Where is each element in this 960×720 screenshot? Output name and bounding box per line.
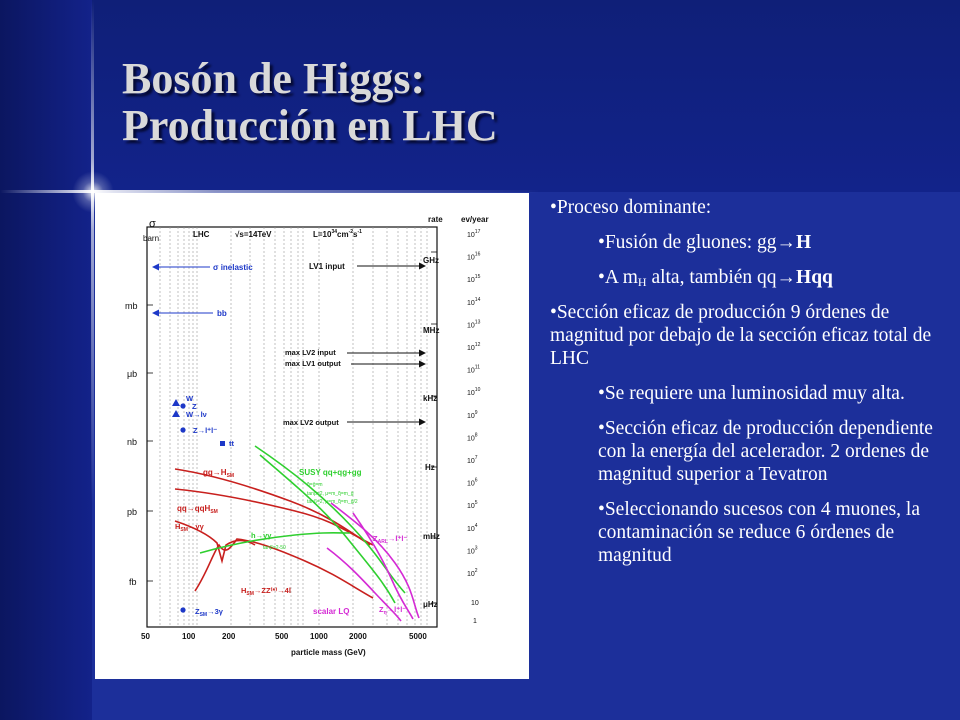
z-marker [180,403,185,408]
lhc-label: LHC [193,230,210,239]
events-tick-13: $10^{13}$ [467,319,481,330]
tick-ub: μb [127,369,138,379]
susy-label: SUSY qq+qg+gg [299,468,362,477]
events-per-year-axis [467,229,481,578]
events-tick-16: $10^{16}$ [467,251,481,262]
events-tick-14: $10^{14}$ [467,296,481,307]
rate-uhz: μHz [423,600,438,609]
x-tick-1000: 1000 [310,632,328,641]
z-eta-label: $Z_\eta\to l^+l^-$ [379,605,407,616]
z-3gamma-label: $Z_{SM}\to 3\gamma$ [195,607,223,618]
cross-section-figure [95,193,529,679]
tanb-label: tanβ=2-50 [263,545,286,551]
tick-pb: pb [127,507,138,517]
x-tick-5000: 5000 [409,632,427,641]
bullet-energia-acelerador: •Sección eficaz de producción dependiente con la energía del acelerador. 2 ordenes de magnitud superior a Tevatron [598,418,933,485]
barn-label: barn [143,234,160,243]
z-eta-curve [353,513,413,619]
h-gamgam-susy-label: h→γγ [251,531,272,540]
sigma-label: σ [149,218,156,230]
gg-h-label: $gg\to H_{SM}$ [203,468,235,479]
w-label: W [186,394,194,403]
qq-qqh-label: qq→qqH$_{SM}$ [177,504,218,515]
slide-title-line2: Producción en LHC [122,101,498,150]
max-lv1-output-label: max LV1 output [285,359,341,368]
events-1: 1 [473,618,477,625]
bb-label: bb [217,309,227,318]
rate-hz: Hz [425,463,435,472]
lens-flare-vertical [91,0,94,720]
ev-year-label: ev/year [461,215,489,224]
cross-section-plot [95,193,529,679]
scalar-lq-label: scalar LQ [313,607,350,616]
rate-ghz: GHz [423,256,439,265]
y-ticks [147,252,440,603]
events-10: 10 [471,600,479,607]
rate-label: rate [428,215,443,224]
z-arl-curve [331,503,419,618]
x-tick-50: 50 [141,632,150,641]
luminosity-label: $L=10^{34}cm^{-2}s^{-1}$ [313,229,362,239]
susy-sub2: tanβ=2, μ=m_q̃=m_ĝ [307,491,354,497]
bullet-cuatro-muones: •Seleccionando sucesos con 4 muones, la contaminación se reduce 6 órdenes de magnitud [598,499,920,566]
max-lv2-input-label: max LV2 input [285,348,336,357]
events-tick-2: $10^2$ [467,568,478,578]
events-tick-3: $10^3$ [467,545,478,556]
slide-title [122,55,498,149]
tick-fb: fb [129,577,137,587]
h-gamgam-label: $H_{SM}\to\gamma\gamma$ [175,522,204,533]
events-tick-5: $10^5$ [467,500,478,511]
zll-marker [180,427,185,432]
bullet-list [550,196,960,579]
z-label: Z [192,402,197,411]
wlnu-label: W→lν [186,410,207,419]
wlnu-marker [172,410,180,417]
x-tick-100: 100 [182,632,196,641]
hzz-4l-label: $H_{SM}\to ZZ^(*^)\to 4l$ [241,586,291,597]
max-lv2-output-label: max LV2 output [283,418,339,427]
bullet-seccion-eficaz: •Sección eficaz de producción 9 órdenes de magnitud por debajo de la sección eficaz total de LHC [550,302,932,369]
bullet-proceso-dominante: •Proceso dominante: [550,197,712,218]
rate-mhz: MHz [423,326,440,335]
bullet-luminosidad: •Se requiere una luminosidad muy alta. [598,383,905,404]
bullet-fusion-gluones: •Fusión de gluones: gg→H [598,232,812,253]
events-tick-11: $10^{11}$ [467,364,480,375]
susy-sub3: tanβ=2, μ=m_q̃=m_ĝ/2 [307,499,358,505]
rate-mhz-milli: mHz [423,532,440,541]
events-tick-9: $10^9$ [467,409,478,420]
susy-sub1: q̃=ĝ=m [307,482,323,488]
x-tick-200: 200 [222,632,236,641]
slide-title-line1: Bosón de Higgs: [122,54,426,103]
x-tick-2000: 2000 [349,632,367,641]
events-tick-6: $10^6$ [467,477,478,488]
tick-mb: mb [125,301,138,311]
bullet-mh-alta: •A $m_H$ alta, también qq→Hqq [598,267,833,289]
events-tick-17: $10^{17}$ [467,229,481,239]
z-arl-label: $Z_{ARL}\to l^+l^-$ [373,534,408,545]
events-tick-10: $10^{10}$ [467,387,481,398]
plot-frame [147,227,440,627]
rate-khz: kHz [423,394,438,403]
tt-label: tt [229,439,234,448]
tt-marker [220,441,225,446]
events-tick-15: $10^{15}$ [467,274,481,285]
sqrt-s-label: √s=14TeV [235,230,272,239]
inelastic-label: σ inelastic [213,263,253,272]
events-tick-12: $10^{12}$ [467,342,481,352]
events-tick-8: $10^8$ [467,432,478,443]
z-3gamma-marker [180,607,185,612]
lv1-input-label: LV1 input [309,262,345,271]
events-tick-4: $10^4$ [467,522,478,533]
tick-nb: nb [127,437,138,447]
events-tick-7: $10^7$ [467,455,478,465]
x-tick-500: 500 [275,632,289,641]
left-band [0,0,92,720]
w-marker [172,399,180,406]
susy-curve-2 [260,455,395,603]
x-axis-label: particle mass (GeV) [291,648,366,657]
zll-label: Z→l⁺l⁻ [193,426,218,435]
